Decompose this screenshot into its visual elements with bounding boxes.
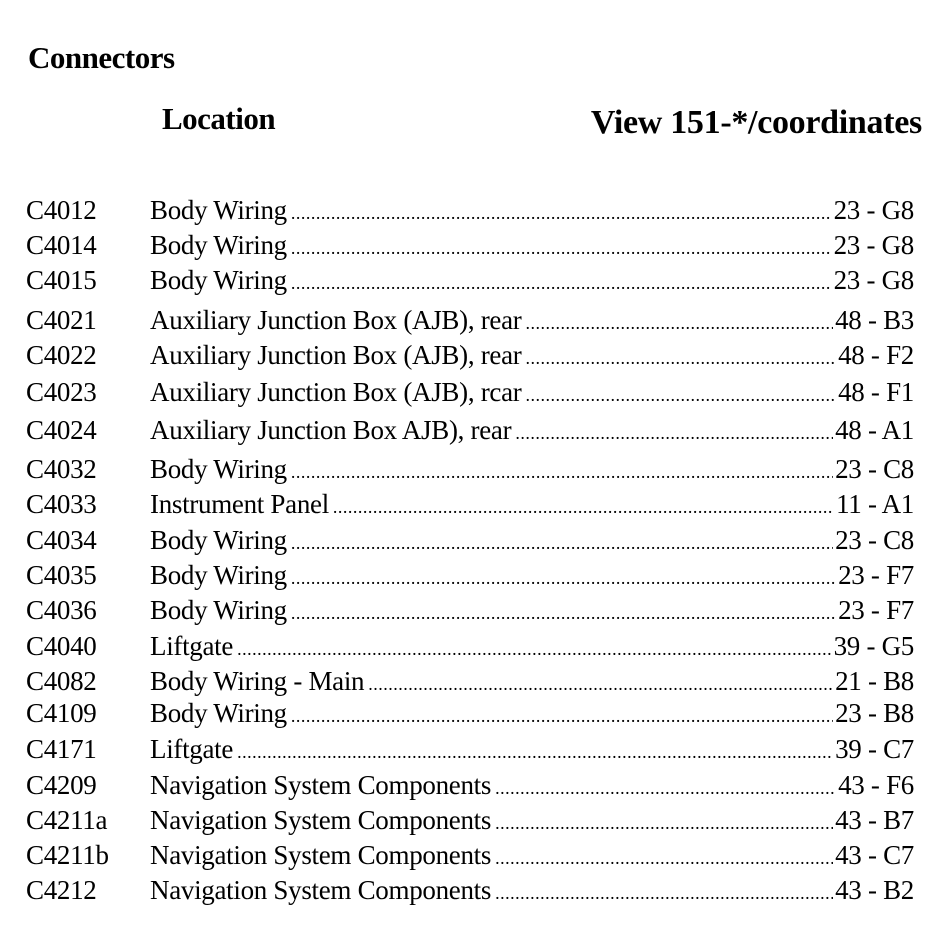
connector-row — [0, 732, 952, 767]
connector-location: Liftgate — [150, 631, 234, 661]
dot-leader — [495, 806, 833, 841]
dot-leader — [495, 841, 833, 876]
view-coordinates-column-heading: View 151-*/coordinates — [590, 104, 922, 141]
connector-row — [0, 664, 952, 699]
connector-row — [0, 413, 952, 448]
leader-line — [150, 487, 914, 525]
connector-coordinates: 43 - F6 — [838, 770, 914, 800]
connector-id: C4022 — [26, 340, 97, 370]
connector-row — [0, 487, 952, 522]
connector-coordinates: 48 - A1 — [835, 415, 914, 445]
connector-coordinates: 23 - G8 — [833, 230, 914, 260]
connector-location: Auxiliary Junction Box (AJB), rear — [150, 305, 522, 335]
connector-row — [0, 338, 952, 373]
connector-id: C4109 — [26, 698, 97, 728]
leader-line — [150, 375, 914, 413]
connector-coordinates: 23 - G8 — [833, 195, 914, 225]
leader-line — [150, 263, 914, 301]
connector-row — [0, 193, 952, 228]
leader-line — [150, 523, 914, 561]
connector-id: C4171 — [26, 734, 97, 764]
connector-id: C4034 — [26, 525, 97, 555]
connector-id: C4082 — [26, 666, 97, 696]
leader-line — [150, 593, 914, 631]
dot-leader — [291, 231, 832, 266]
connector-id: C4024 — [26, 415, 97, 445]
dot-leader — [495, 876, 833, 911]
connector-coordinates: 23 - C8 — [835, 454, 914, 484]
connector-coordinates: 23 - C8 — [835, 525, 914, 555]
connector-row — [0, 873, 952, 908]
dot-leader — [525, 378, 836, 413]
connector-location: Body Wiring — [150, 230, 287, 260]
connector-row — [0, 838, 952, 873]
connector-id: C4209 — [26, 770, 97, 800]
connector-id: C4015 — [26, 265, 97, 295]
connector-coordinates: 23 - G8 — [833, 265, 914, 295]
connector-id: C4012 — [26, 195, 97, 225]
leader-line — [150, 303, 914, 341]
connector-location: Navigation System Components — [150, 875, 492, 905]
connector-row — [0, 629, 952, 664]
dot-leader — [291, 196, 832, 231]
connector-location: Auxiliary Junction Box (AJB), rcar — [150, 377, 522, 407]
leader-line — [150, 558, 914, 596]
connector-coordinates: 21 - B8 — [835, 666, 914, 696]
connector-row — [0, 696, 952, 731]
connector-location: Body Wiring - Main — [150, 666, 365, 696]
connector-id: C4032 — [26, 454, 97, 484]
connector-id: C4014 — [26, 230, 97, 260]
dot-leader — [515, 416, 833, 451]
connector-location: Navigation System Components — [150, 770, 492, 800]
connector-id: C4040 — [26, 631, 97, 661]
connector-coordinates: 43 - C7 — [835, 840, 914, 870]
connector-row — [0, 558, 952, 593]
connector-coordinates: 48 - F2 — [838, 340, 914, 370]
connector-location: Body Wiring — [150, 595, 287, 625]
connector-id: C4035 — [26, 560, 97, 590]
leader-line — [150, 413, 914, 451]
leader-line — [150, 803, 914, 841]
connector-location: Body Wiring — [150, 195, 287, 225]
connector-coordinates: 48 - B3 — [835, 305, 914, 335]
connector-coordinates: 23 - B8 — [835, 698, 914, 728]
connector-location: Body Wiring — [150, 525, 287, 555]
connector-id: C4212 — [26, 875, 97, 905]
location-column-heading: Location — [162, 101, 276, 136]
connector-location: Navigation System Components — [150, 840, 492, 870]
connector-coordinates: 23 - F7 — [838, 560, 914, 590]
connector-coordinates: 39 - G5 — [833, 631, 914, 661]
connector-row — [0, 523, 952, 558]
connector-row — [0, 593, 952, 628]
connector-location: Body Wiring — [150, 265, 287, 295]
dot-leader — [291, 596, 836, 631]
connector-row — [0, 803, 952, 838]
connector-row — [0, 303, 952, 338]
connector-row — [0, 768, 952, 803]
connector-row — [0, 375, 952, 410]
connector-location: Body Wiring — [150, 454, 287, 484]
connector-location: Auxiliary Junction Box (AJB), rear — [150, 340, 522, 370]
leader-line — [150, 696, 914, 734]
connector-row — [0, 228, 952, 263]
connector-id: C4021 — [26, 305, 97, 335]
dot-leader — [525, 306, 833, 341]
dot-leader — [237, 632, 832, 667]
dot-leader — [495, 771, 836, 806]
connector-id: C4033 — [26, 489, 97, 519]
leader-line — [150, 768, 914, 806]
leader-line — [150, 838, 914, 876]
dot-leader — [291, 561, 836, 596]
connector-coordinates: 23 - F7 — [838, 595, 914, 625]
connector-id: C4211a — [26, 805, 108, 835]
connector-location: Body Wiring — [150, 560, 287, 590]
connector-row — [0, 263, 952, 298]
connector-location: Body Wiring — [150, 698, 287, 728]
connector-coordinates: 39 - C7 — [835, 734, 914, 764]
dot-leader — [291, 266, 832, 301]
leader-line — [150, 338, 914, 376]
leader-line — [150, 452, 914, 490]
page-title: Connectors — [28, 40, 175, 75]
dot-leader — [291, 699, 833, 734]
connector-coordinates: 11 - A1 — [836, 489, 914, 519]
leader-line — [150, 193, 914, 231]
connector-coordinates: 43 - B2 — [835, 875, 914, 905]
connector-id: C4036 — [26, 595, 97, 625]
dot-leader — [291, 455, 833, 490]
dot-leader — [237, 735, 833, 770]
connector-coordinates: 48 - F1 — [838, 377, 914, 407]
dot-leader — [333, 490, 834, 525]
leader-line — [150, 228, 914, 266]
connector-id: C4023 — [26, 377, 97, 407]
connector-row — [0, 452, 952, 487]
leader-line — [150, 873, 914, 911]
connector-location: Liftgate — [150, 734, 234, 764]
dot-leader — [291, 526, 833, 561]
connector-id: C4211b — [26, 840, 109, 870]
connector-location: Instrument Panel — [150, 489, 329, 519]
connector-location: Auxiliary Junction Box AJB), rear — [150, 415, 512, 445]
connector-location: Navigation System Components — [150, 805, 492, 835]
connector-coordinates: 43 - B7 — [835, 805, 914, 835]
dot-leader — [525, 341, 836, 376]
leader-line — [150, 629, 914, 667]
leader-line — [150, 732, 914, 770]
